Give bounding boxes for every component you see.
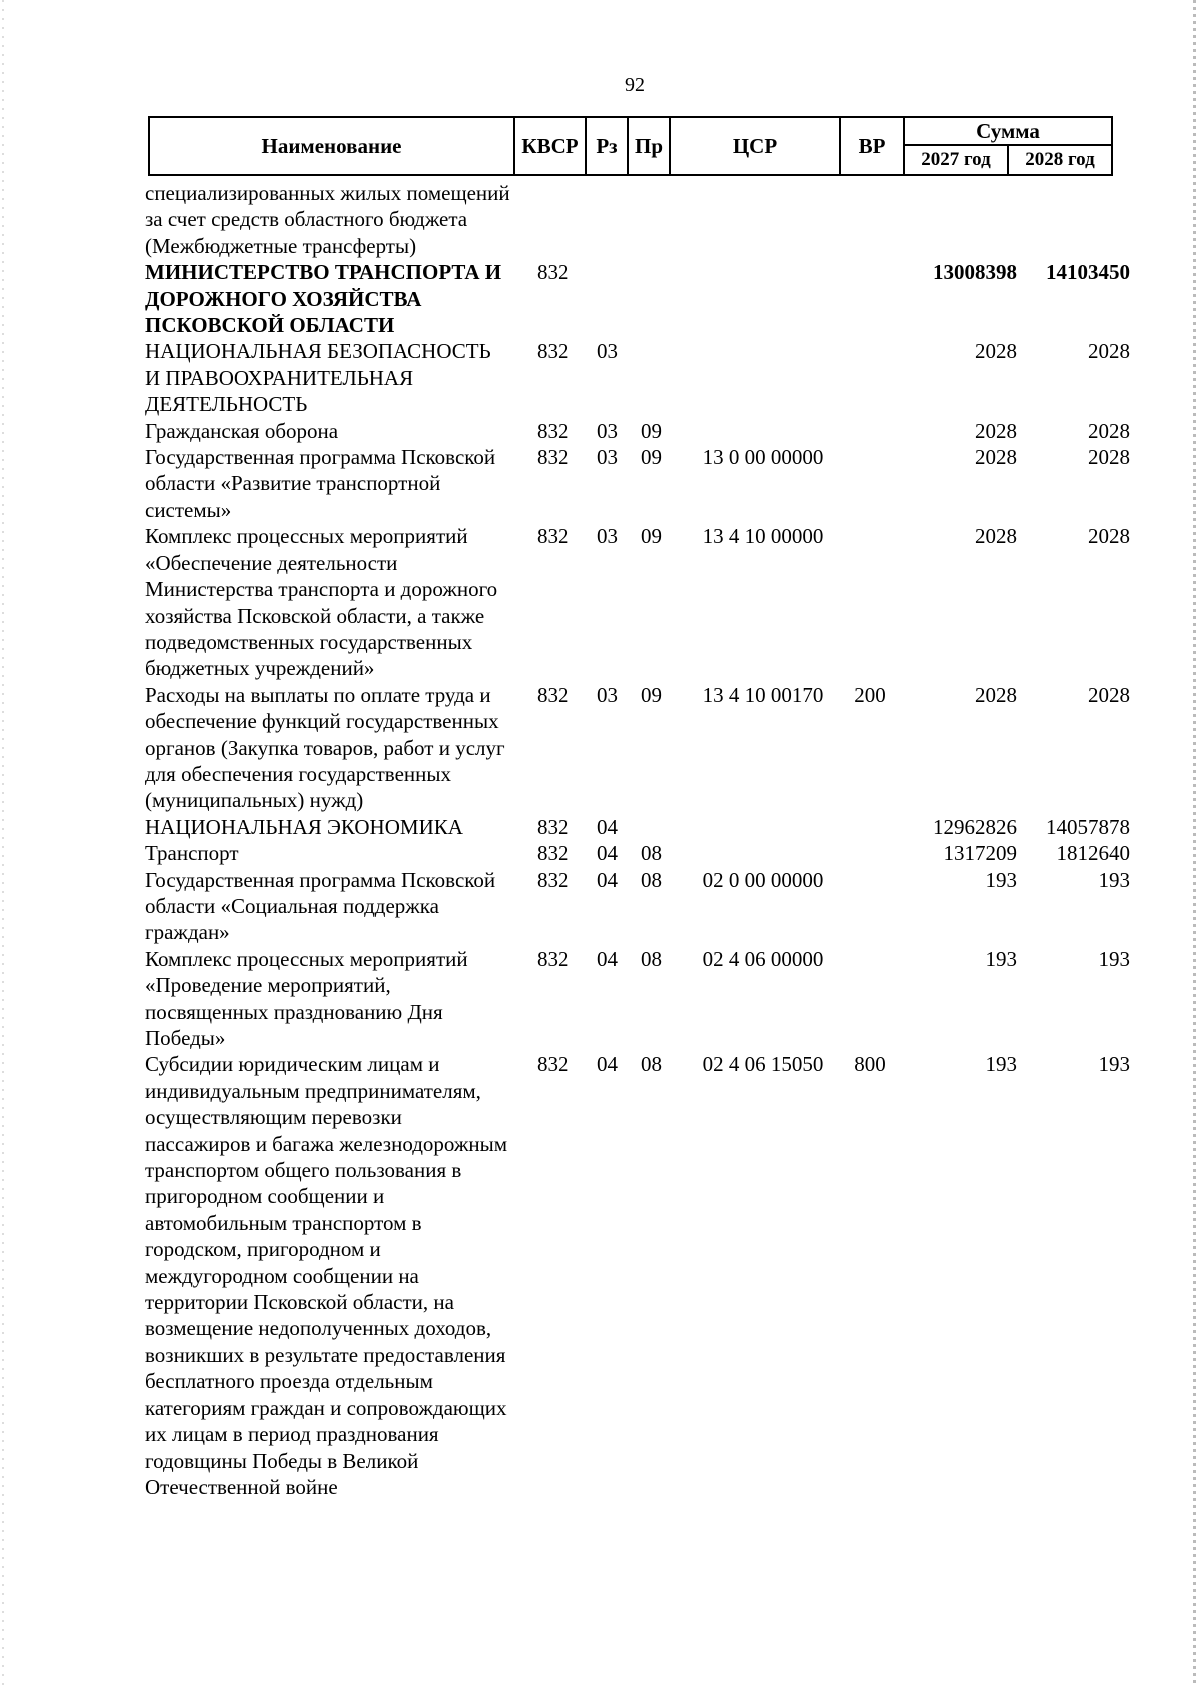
csr-cell: 13 4 10 00170 xyxy=(702,682,824,707)
table-row xyxy=(145,682,1130,814)
table-row xyxy=(145,338,1130,417)
row-name: Гражданская оборона xyxy=(145,418,339,443)
scan-edge-right xyxy=(1193,0,1196,1686)
header-year-2028: 2028 год xyxy=(1025,149,1095,170)
kvsr-cell: 832 xyxy=(537,682,569,707)
sum-2028-cell: 14103450 xyxy=(1046,260,1130,285)
scan-edge-left xyxy=(2,0,4,1686)
row-name: Государственная программа Псковской области «Социальная поддержка граждан» xyxy=(145,867,496,945)
table-row xyxy=(145,180,1125,259)
kvsr-cell: 832 xyxy=(537,841,569,866)
pr-cell: 09 xyxy=(641,418,662,443)
table-row xyxy=(145,867,1130,946)
pr-cell: 08 xyxy=(641,946,662,971)
header-rz: Рз xyxy=(587,118,629,174)
row-name: МИНИСТЕРСТВО ТРАНСПОРТА И ДОРОЖНОГО ХОЗЯЙСТВА ПСКОВСКОЙ ОБЛАСТИ xyxy=(145,260,502,338)
row-name: специализированных жилых помещений за счет средств областного бюджета (Межбюджетные трансферты) xyxy=(145,181,510,258)
sum-2028-cell: 14057878 xyxy=(1046,814,1130,839)
rz-cell: 03 xyxy=(597,339,618,364)
rz-cell: 04 xyxy=(597,841,618,866)
sum-2028-cell: 2028 xyxy=(1088,339,1130,364)
sum-2028-cell: 2028 xyxy=(1088,524,1130,549)
table-row xyxy=(145,259,1130,338)
pr-cell: 09 xyxy=(641,524,662,549)
csr-cell: 13 4 10 00000 xyxy=(702,524,824,549)
header-kvsr: КВСР xyxy=(515,118,587,174)
sum-2028-cell: 2028 xyxy=(1088,682,1130,707)
rz-cell: 03 xyxy=(597,445,618,470)
row-name: НАЦИОНАЛЬНАЯ БЕЗОПАСНОСТЬ И ПРАВООХРАНИТЕЛЬНАЯ ДЕЯТЕЛЬНОСТЬ xyxy=(145,339,491,417)
table-row xyxy=(145,523,1130,681)
table-row xyxy=(145,840,1130,866)
header-name: Наименование xyxy=(150,118,515,174)
sum-2027-cell: 193 xyxy=(985,1052,1017,1077)
table-header xyxy=(148,116,1113,176)
rz-cell: 03 xyxy=(597,682,618,707)
row-name: Комплекс процессных мероприятий «Проведение мероприятий, посвященных празднованию Дня Победы» xyxy=(145,946,468,1050)
csr-cell: 02 4 06 00000 xyxy=(702,946,824,971)
table-row xyxy=(145,946,1130,1052)
sum-2027-cell: 193 xyxy=(985,867,1017,892)
kvsr-cell: 832 xyxy=(537,814,569,839)
header-sum: Сумма xyxy=(905,118,1111,146)
kvsr-cell: 832 xyxy=(537,946,569,971)
kvsr-cell: 832 xyxy=(537,524,569,549)
table-row xyxy=(145,814,1130,840)
row-name: НАЦИОНАЛЬНАЯ ЭКОНОМИКА xyxy=(145,814,463,839)
sum-2028-cell: 2028 xyxy=(1088,445,1130,470)
table-row xyxy=(145,418,1130,444)
vr-cell: 800 xyxy=(854,1052,886,1077)
sum-2028-cell: 1812640 xyxy=(1056,841,1130,866)
row-name: Субсидии юридическим лицам и индивидуальным предпринимателям, осуществляющим перевозки пассажиров и багажа железнодорожным транспортом общего пользования в пригородном сообщении и автомобильным транспортом в городском, пригородном и междугородном сообщении на территории Псковской области, на возмещение недополученных доходов, возникших в результате предоставления бесплатного проезда отдельным категориям граждан и сопровождающих их лицам в период празднования годовщины Победы в Великой Отечественной войне xyxy=(145,1052,508,1499)
sum-2027-cell: 2028 xyxy=(975,418,1017,443)
pr-cell: 08 xyxy=(641,841,662,866)
kvsr-cell: 832 xyxy=(537,339,569,364)
pr-cell: 08 xyxy=(641,1052,662,1077)
row-name: Государственная программа Псковской области «Развитие транспортной системы» xyxy=(145,445,496,522)
csr-cell: 13 0 00 00000 xyxy=(702,445,824,470)
rz-cell: 04 xyxy=(597,946,618,971)
rz-cell: 03 xyxy=(597,418,618,443)
sum-2027-cell: 12962826 xyxy=(933,814,1017,839)
sum-2027-cell: 13008398 xyxy=(933,260,1017,285)
csr-cell: 02 0 00 00000 xyxy=(702,867,824,892)
sum-2027-cell: 2028 xyxy=(975,524,1017,549)
sum-2028-cell: 193 xyxy=(1098,867,1130,892)
sum-2028-cell: 193 xyxy=(1098,946,1130,971)
pr-cell: 09 xyxy=(641,682,662,707)
pr-cell: 08 xyxy=(641,867,662,892)
page-number: 92 xyxy=(625,74,645,96)
kvsr-cell: 832 xyxy=(537,867,569,892)
kvsr-cell: 832 xyxy=(537,418,569,443)
kvsr-cell: 832 xyxy=(537,260,569,285)
sum-2027-cell: 2028 xyxy=(975,445,1017,470)
rz-cell: 03 xyxy=(597,524,618,549)
table-body xyxy=(145,180,1130,1500)
table-row xyxy=(145,1051,1130,1500)
sum-2027-cell: 2028 xyxy=(975,339,1017,364)
header-year-2027: 2027 год xyxy=(905,146,1009,174)
sum-2028-cell: 2028 xyxy=(1088,418,1130,443)
sum-2028-cell: 193 xyxy=(1098,1052,1130,1077)
csr-cell: 02 4 06 15050 xyxy=(702,1052,824,1077)
header-csr: ЦСР xyxy=(671,118,841,174)
header-pr: Пр xyxy=(629,118,671,174)
pr-cell: 09 xyxy=(641,445,662,470)
row-name: Транспорт xyxy=(145,841,239,866)
kvsr-cell: 832 xyxy=(537,1052,569,1077)
row-name: Комплекс процессных мероприятий «Обеспечение деятельности Министерства транспорта и дорожного хозяйства Псковской области, а также подведомственных государственных бюджетных учреждений» xyxy=(145,524,498,681)
rz-cell: 04 xyxy=(597,1052,618,1077)
table-row xyxy=(145,444,1130,523)
vr-cell: 200 xyxy=(854,682,886,707)
rz-cell: 04 xyxy=(597,814,618,839)
rz-cell: 04 xyxy=(597,867,618,892)
sum-2027-cell: 2028 xyxy=(975,682,1017,707)
sum-2027-cell: 193 xyxy=(985,946,1017,971)
sum-2027-cell: 1317209 xyxy=(943,841,1017,866)
row-name: Расходы на выплаты по оплате труда и обеспечение функций государственных органов (Закупка товаров, работ и услуг для обеспечения государственных (муниципальных) нужд) xyxy=(145,682,505,813)
header-vr: ВР xyxy=(841,118,905,174)
kvsr-cell: 832 xyxy=(537,445,569,470)
